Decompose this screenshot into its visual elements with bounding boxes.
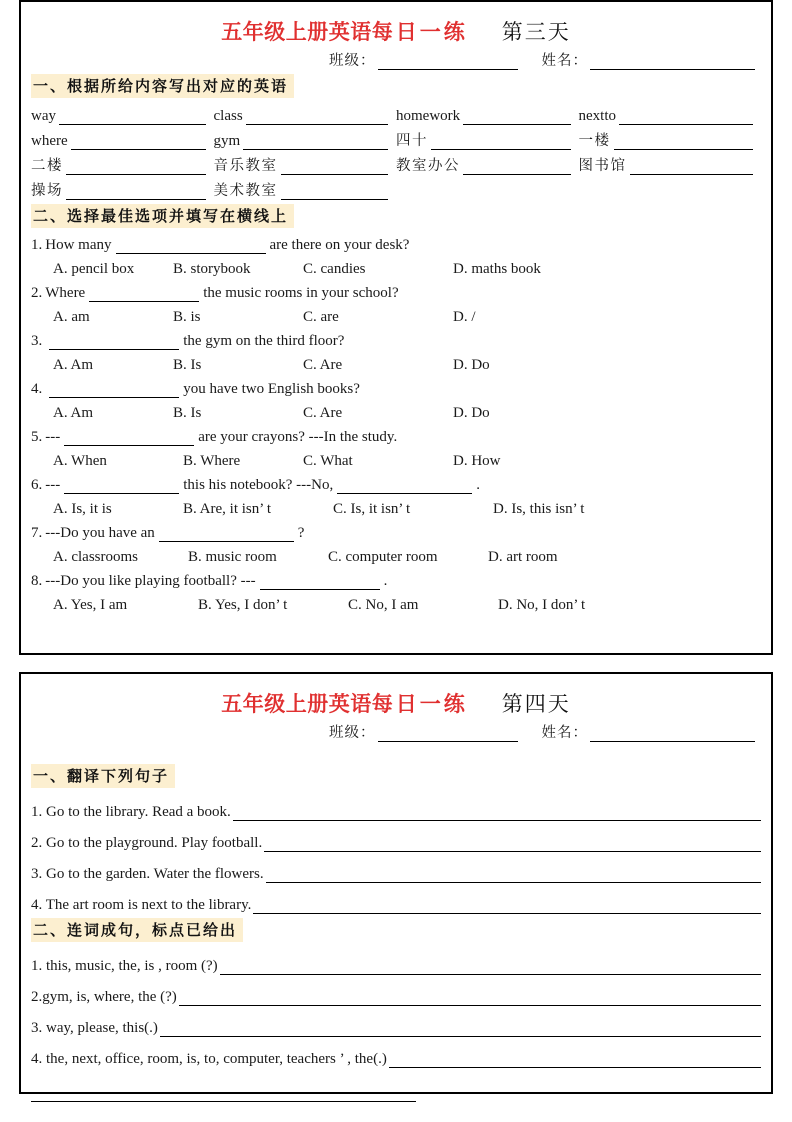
option-a[interactable]: A. Is, it is bbox=[53, 501, 112, 517]
vocab-word: 一楼 bbox=[578, 133, 611, 149]
answer-blank[interactable] bbox=[49, 336, 179, 350]
translate-sentence: 2. Go to the playground. Play football. bbox=[31, 835, 263, 851]
sheet1-class-label: 班级： bbox=[329, 53, 376, 69]
option-row bbox=[31, 542, 761, 566]
vocab-item bbox=[579, 133, 762, 150]
answer-blank[interactable] bbox=[49, 384, 179, 398]
option-d[interactable]: D. Do bbox=[453, 405, 490, 421]
answer-blank[interactable] bbox=[159, 528, 294, 542]
translate-blank[interactable] bbox=[264, 838, 761, 852]
translate-blank[interactable] bbox=[253, 900, 761, 914]
worksheet-day-three bbox=[19, 0, 773, 655]
question-number: 3. bbox=[31, 333, 43, 349]
vocab-row bbox=[31, 125, 761, 150]
translate-sentence: 1. Go to the library. Read a book. bbox=[31, 804, 231, 820]
vocab-item bbox=[579, 108, 762, 125]
question-post-text: ? bbox=[297, 525, 305, 541]
reorder-item bbox=[31, 1006, 761, 1037]
sheet1-title bbox=[221, 20, 468, 44]
sheet1-class-input[interactable] bbox=[378, 54, 518, 70]
answer-blank[interactable] bbox=[89, 288, 199, 302]
question-post-text: the gym on the third floor? bbox=[183, 333, 345, 349]
question-pre-text: --- bbox=[45, 429, 61, 445]
question-stem bbox=[31, 326, 761, 350]
option-a[interactable]: A. Am bbox=[53, 405, 94, 421]
vocab-blank[interactable] bbox=[243, 136, 388, 150]
question-number: 5. bbox=[31, 429, 43, 445]
option-b[interactable]: B. Is bbox=[173, 357, 202, 373]
vocab-word: homework bbox=[396, 108, 461, 124]
question-post-text: you have two English books? bbox=[183, 381, 360, 397]
vocab-item bbox=[396, 158, 579, 175]
vocab-blank[interactable] bbox=[59, 111, 206, 125]
option-d[interactable]: D. Is, this isn’ t bbox=[493, 501, 585, 517]
vocab-item bbox=[396, 108, 579, 125]
option-a[interactable]: A. Yes, I am bbox=[53, 597, 128, 613]
question-post-text: . bbox=[383, 573, 388, 589]
option-c[interactable]: C. What bbox=[303, 453, 353, 469]
option-b[interactable]: B. Where bbox=[183, 453, 241, 469]
vocab-word: way bbox=[31, 108, 56, 124]
option-d[interactable]: D. How bbox=[453, 453, 501, 469]
sheet2-section1-heading: 一、翻译下列句子 bbox=[31, 764, 175, 788]
sheet2-title-main: 五年级上册英语 bbox=[221, 692, 372, 716]
vocab-word: 图书馆 bbox=[578, 158, 627, 174]
translate-blank[interactable] bbox=[266, 869, 761, 883]
question-number: 8. bbox=[31, 573, 43, 589]
reorder-continuation-blank[interactable] bbox=[31, 1088, 416, 1102]
vocab-item bbox=[579, 158, 762, 175]
sheet1-name-input[interactable] bbox=[590, 54, 755, 70]
vocab-word: 操场 bbox=[31, 183, 63, 199]
sheet2-title-row bbox=[31, 680, 761, 718]
sheet2-day-label: 第四天 bbox=[501, 692, 571, 716]
question-stem bbox=[31, 374, 761, 398]
vocab-blank[interactable] bbox=[614, 136, 754, 150]
answer-blank-second[interactable] bbox=[337, 480, 472, 494]
option-row bbox=[31, 350, 761, 374]
option-c[interactable]: C. computer room bbox=[328, 549, 438, 565]
sheet2-section2-heading: 二、连词成句，标点已给出 bbox=[31, 918, 243, 942]
vocab-word: gym bbox=[213, 133, 241, 149]
question-number: 4. bbox=[31, 381, 43, 397]
question-post-text: this his notebook? ---No, bbox=[183, 477, 334, 493]
question-post-text: are there on your desk? bbox=[269, 237, 410, 253]
option-row bbox=[31, 494, 761, 518]
option-c[interactable]: C. Are bbox=[303, 405, 343, 421]
sheet2-section1 bbox=[31, 760, 761, 914]
option-row bbox=[31, 302, 761, 326]
option-d[interactable]: D. art room bbox=[488, 549, 558, 565]
option-row bbox=[31, 398, 761, 422]
option-a[interactable]: A. am bbox=[53, 309, 90, 325]
vocab-blank[interactable] bbox=[630, 161, 754, 175]
question-pre-text: How many bbox=[45, 237, 112, 253]
translate-item bbox=[31, 883, 761, 914]
sheet1-title-row bbox=[31, 8, 761, 46]
question-stem bbox=[31, 278, 761, 302]
vocab-blank[interactable] bbox=[431, 136, 571, 150]
vocab-item bbox=[31, 108, 214, 125]
vocab-blank[interactable] bbox=[66, 186, 206, 200]
vocab-row bbox=[31, 100, 761, 125]
vocab-word: 四十 bbox=[396, 133, 428, 149]
translate-sentence: 3. Go to the garden. Water the flowers. bbox=[31, 866, 264, 882]
answer-blank[interactable] bbox=[260, 576, 380, 590]
option-d[interactable]: D. No, I don’ t bbox=[498, 597, 586, 613]
vocab-word: where bbox=[31, 133, 68, 149]
answer-blank[interactable] bbox=[64, 432, 194, 446]
vocab-word: nextto bbox=[578, 108, 616, 124]
option-b[interactable]: B. is bbox=[173, 309, 201, 325]
reorder-words: 1. this, music, the, is , room (?) bbox=[31, 958, 218, 974]
sheet1-meta-row bbox=[31, 49, 761, 70]
question-post-text: are your crayons? ---In the study. bbox=[198, 429, 398, 445]
sheet2-title-sub: 每日一练 bbox=[371, 692, 468, 716]
question-stem bbox=[31, 230, 761, 254]
option-a[interactable]: A. classrooms bbox=[53, 549, 138, 565]
reorder-words: 3. way, please, this(.) bbox=[31, 1020, 158, 1036]
reorder-blank[interactable] bbox=[160, 1023, 761, 1037]
reorder-item bbox=[31, 944, 761, 975]
translate-item bbox=[31, 852, 761, 883]
sheet2-class-label: 班级： bbox=[329, 725, 376, 741]
translate-item bbox=[31, 821, 761, 852]
worksheet-day-four bbox=[19, 672, 773, 1094]
sheet2-meta-row bbox=[31, 721, 761, 742]
reorder-words: 4. the, next, office, room, is, to, computer, teachers ’ , the(.) bbox=[31, 1051, 387, 1067]
option-a[interactable]: A. When bbox=[53, 453, 107, 469]
question-pre-text: ---Do you like playing football? --- bbox=[45, 573, 256, 589]
vocab-blank[interactable] bbox=[71, 136, 206, 150]
sheet2-name-label: 姓名： bbox=[541, 725, 588, 741]
option-b[interactable]: B. Yes, I don’ t bbox=[198, 597, 288, 613]
question-pre-text: ---Do you have an bbox=[45, 525, 155, 541]
vocab-blank[interactable] bbox=[619, 111, 753, 125]
vocab-row bbox=[31, 175, 761, 200]
question-number: 6. bbox=[31, 477, 43, 493]
question-stem bbox=[31, 470, 761, 494]
vocab-item bbox=[214, 133, 397, 150]
option-c[interactable]: C. Is, it isn’ t bbox=[333, 501, 411, 517]
vocab-word: 二楼 bbox=[31, 158, 63, 174]
question-stem bbox=[31, 422, 761, 446]
vocab-item bbox=[31, 183, 214, 200]
option-c[interactable]: C. No, I am bbox=[348, 597, 419, 613]
option-c[interactable]: C. are bbox=[303, 309, 339, 325]
option-b[interactable]: B. music room bbox=[188, 549, 277, 565]
vocab-item bbox=[31, 158, 214, 175]
question-number: 1. bbox=[31, 237, 43, 253]
translate-blank[interactable] bbox=[233, 807, 761, 821]
question-post-text-2: . bbox=[476, 477, 480, 493]
vocab-blank[interactable] bbox=[463, 111, 570, 125]
translate-sentence: 4. The art room is next to the library. bbox=[31, 897, 252, 913]
question-number: 2. bbox=[31, 285, 43, 301]
sheet-separator bbox=[19, 655, 773, 672]
question-post-text: the music rooms in your school? bbox=[203, 285, 399, 301]
reorder-blank[interactable] bbox=[179, 992, 761, 1006]
answer-blank[interactable] bbox=[64, 480, 179, 494]
reorder-blank[interactable] bbox=[389, 1054, 761, 1068]
option-b[interactable]: B. Are, it isn’ t bbox=[183, 501, 272, 517]
question-stem bbox=[31, 566, 761, 590]
sheet1-section1 bbox=[31, 70, 761, 200]
vocab-row bbox=[31, 150, 761, 175]
vocab-blank[interactable] bbox=[246, 111, 388, 125]
translate-item bbox=[31, 790, 761, 821]
vocab-blank[interactable] bbox=[66, 161, 206, 175]
option-c[interactable]: C. candies bbox=[303, 261, 366, 277]
vocab-word: 音乐教室 bbox=[213, 158, 278, 174]
sheet2-class-input[interactable] bbox=[378, 726, 518, 742]
vocab-blank[interactable] bbox=[463, 161, 571, 175]
reorder-blank[interactable] bbox=[220, 961, 761, 975]
reorder-item bbox=[31, 975, 761, 1006]
reorder-continuation-row bbox=[31, 1068, 761, 1102]
sheet1-title-main: 五年级上册英语 bbox=[221, 20, 372, 44]
sheet1-day-label: 第三天 bbox=[501, 20, 571, 44]
sheet2-title bbox=[221, 692, 468, 716]
vocab-blank[interactable] bbox=[281, 161, 389, 175]
question-pre-text: Where bbox=[45, 285, 86, 301]
option-b[interactable]: B. storybook bbox=[173, 261, 251, 277]
option-row bbox=[31, 590, 761, 614]
reorder-item bbox=[31, 1037, 761, 1068]
vocab-blank[interactable] bbox=[281, 186, 389, 200]
sheet1-title-sub: 每日一练 bbox=[371, 20, 468, 44]
vocab-item bbox=[31, 133, 214, 150]
question-number: 7. bbox=[31, 525, 43, 541]
option-d[interactable]: D. Do bbox=[453, 357, 490, 373]
sheet2-section2 bbox=[31, 914, 761, 1102]
vocab-item bbox=[214, 108, 397, 125]
reorder-words: 2.gym, is, where, the (?) bbox=[31, 989, 177, 1005]
sheet1-section2 bbox=[31, 200, 761, 614]
option-d[interactable]: D. / bbox=[453, 309, 476, 325]
question-stem bbox=[31, 518, 761, 542]
vocab-word: 美术教室 bbox=[213, 183, 278, 199]
answer-blank[interactable] bbox=[116, 240, 266, 254]
vocab-word: 教室办公 bbox=[396, 158, 460, 174]
option-a[interactable]: A. pencil box bbox=[53, 261, 135, 277]
question-pre-text: --- bbox=[45, 477, 61, 493]
vocab-item bbox=[214, 183, 397, 200]
option-row bbox=[31, 446, 761, 470]
sheet1-section1-heading: 一、根据所给内容写出对应的英语 bbox=[31, 74, 294, 98]
vocab-word: class bbox=[213, 108, 243, 124]
vocab-item bbox=[214, 158, 397, 175]
option-a[interactable]: A. Am bbox=[53, 357, 94, 373]
sheet1-section2-heading: 二、选择最佳选项并填写在横线上 bbox=[31, 204, 294, 228]
sheet2-name-input[interactable] bbox=[590, 726, 755, 742]
option-c[interactable]: C. Are bbox=[303, 357, 343, 373]
option-row bbox=[31, 254, 761, 278]
option-d[interactable]: D. maths book bbox=[453, 261, 541, 277]
option-b[interactable]: B. Is bbox=[173, 405, 202, 421]
vocab-item bbox=[396, 133, 579, 150]
sheet1-name-label: 姓名： bbox=[541, 53, 588, 69]
